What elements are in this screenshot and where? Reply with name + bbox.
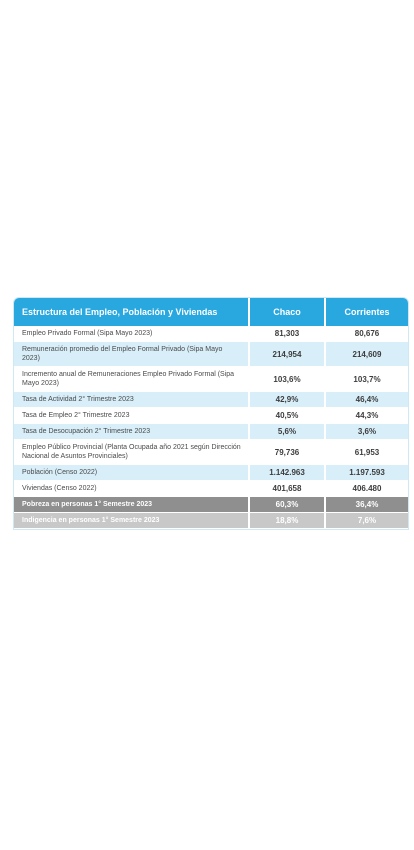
table-row — [14, 424, 408, 440]
table-row — [14, 440, 408, 465]
row-label: Incremento anual de Remuneraciones Empleo Privado Formal (Sipa Mayo 2023) — [14, 367, 249, 392]
corrientes-value: 7,6% — [325, 513, 408, 529]
employment-structure-table — [13, 297, 409, 530]
table-row — [14, 408, 408, 424]
chaco-value: 5,6% — [249, 424, 325, 440]
table-body — [14, 326, 408, 529]
row-label: Población (Censo 2022) — [14, 465, 249, 481]
table-row — [14, 342, 408, 367]
row-label: Tasa de Actividad 2° Trimestre 2023 — [14, 392, 249, 408]
chaco-value: 18,8% — [249, 513, 325, 529]
corrientes-value: 1.197.593 — [325, 465, 408, 481]
header-chaco: Chaco — [249, 298, 325, 326]
chaco-value: 79,736 — [249, 440, 325, 465]
corrientes-value: 46,4% — [325, 392, 408, 408]
corrientes-value: 3,6% — [325, 424, 408, 440]
table-row — [14, 497, 408, 513]
row-label: Pobreza en personas 1° Semestre 2023 — [14, 497, 249, 513]
chaco-value: 401,658 — [249, 481, 325, 497]
header-title: Estructura del Empleo, Población y Viviendas — [14, 298, 249, 326]
row-label: Empleo Público Provincial (Planta Ocupada año 2021 según Dirección Nacional de Asuntos Provinciales) — [14, 440, 249, 465]
corrientes-value: 406.480 — [325, 481, 408, 497]
chaco-value: 60,3% — [249, 497, 325, 513]
data-table — [14, 298, 408, 529]
table-row — [14, 392, 408, 408]
corrientes-value: 214,609 — [325, 342, 408, 367]
chaco-value: 1.142.963 — [249, 465, 325, 481]
chaco-value: 40,5% — [249, 408, 325, 424]
corrientes-value: 80,676 — [325, 326, 408, 342]
table-row — [14, 513, 408, 529]
chaco-value: 214,954 — [249, 342, 325, 367]
chaco-value: 81,303 — [249, 326, 325, 342]
row-label: Tasa de Empleo 2° Trimestre 2023 — [14, 408, 249, 424]
table-row — [14, 465, 408, 481]
corrientes-value: 61,953 — [325, 440, 408, 465]
row-label: Remuneración promedio del Empleo Formal Privado (Sipa Mayo 2023) — [14, 342, 249, 367]
table-row — [14, 481, 408, 497]
row-label: Tasa de Desocupación 2° Trimestre 2023 — [14, 424, 249, 440]
chaco-value: 103,6% — [249, 367, 325, 392]
chaco-value: 42,9% — [249, 392, 325, 408]
corrientes-value: 44,3% — [325, 408, 408, 424]
header-corrientes: Corrientes — [325, 298, 408, 326]
table-header-row — [14, 298, 408, 326]
corrientes-value: 103,7% — [325, 367, 408, 392]
table-row — [14, 326, 408, 342]
row-label: Empleo Privado Formal (Sipa Mayo 2023) — [14, 326, 249, 342]
table-row — [14, 367, 408, 392]
row-label: Viviendas (Censo 2022) — [14, 481, 249, 497]
corrientes-value: 36,4% — [325, 497, 408, 513]
row-label: Indigencia en personas 1° Semestre 2023 — [14, 513, 249, 529]
